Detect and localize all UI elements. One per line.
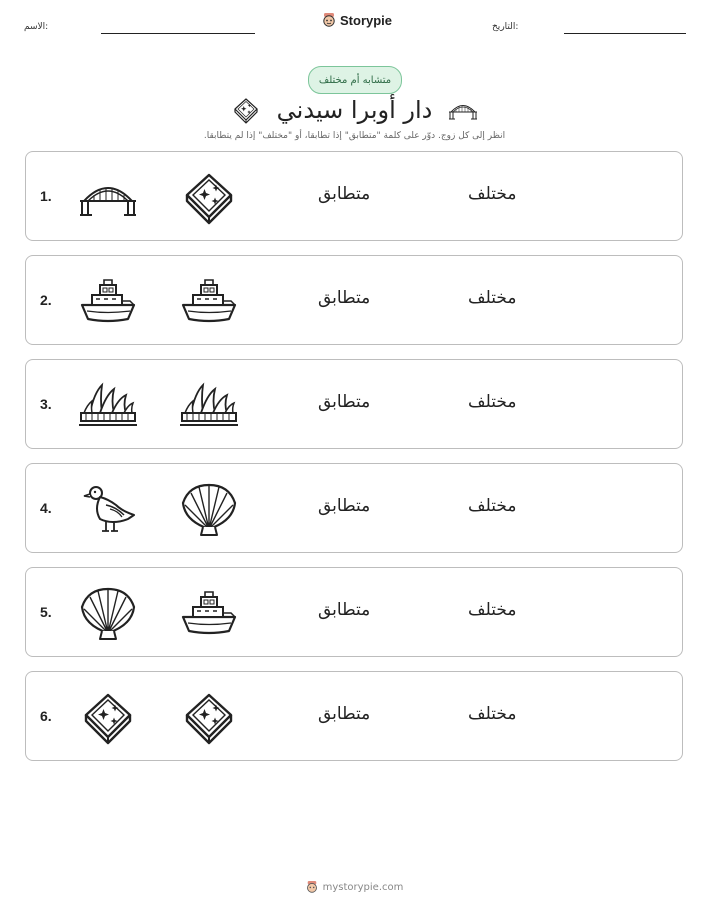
ferry-boat-icon (179, 583, 239, 643)
question-number: 6. (40, 708, 52, 724)
question-card-1 (25, 151, 683, 241)
storypie-mascot-icon (322, 12, 336, 28)
opera-house-icon (179, 375, 239, 435)
name-line[interactable] (101, 33, 255, 34)
title-row (0, 92, 709, 128)
lamington-cake-icon (229, 95, 263, 125)
name-label: الاسم: (24, 22, 49, 32)
option-different[interactable]: مختلف (468, 600, 517, 620)
option-different[interactable]: مختلف (468, 496, 517, 516)
option-different[interactable]: مختلف (468, 184, 517, 204)
date-line[interactable] (564, 33, 686, 34)
question-number: 3. (40, 396, 52, 412)
lamington-cake-icon (179, 167, 239, 227)
worksheet-type-badge: متشابه أم مختلف (308, 66, 402, 94)
option-same[interactable]: متطابق (318, 288, 371, 308)
instructions: انظر إلى كل زوج. دوّر على كلمة "متطابق" إذا تطابقا، أو "مختلف" إذا لم يتطابقا. (203, 131, 506, 141)
worksheet-header (0, 0, 709, 60)
page-title: دار أوبرا سيدني (276, 96, 433, 124)
seashell-icon (78, 583, 138, 643)
date-label: التاريخ: (492, 22, 519, 32)
question-card-3 (25, 359, 683, 449)
question-number: 4. (40, 500, 52, 516)
option-different[interactable]: مختلف (468, 704, 517, 724)
ferry-boat-icon (78, 271, 138, 331)
storypie-mascot-icon (306, 880, 318, 894)
option-same[interactable]: متطابق (318, 704, 371, 724)
question-card-2 (25, 255, 683, 345)
footer (0, 880, 709, 894)
opera-house-icon (78, 375, 138, 435)
question-number: 1. (40, 188, 52, 204)
question-number: 5. (40, 604, 52, 620)
option-different[interactable]: مختلف (468, 392, 517, 412)
seashell-icon (179, 479, 239, 539)
option-same[interactable]: متطابق (318, 496, 371, 516)
option-same[interactable]: متطابق (318, 600, 371, 620)
harbour-bridge-icon (446, 95, 480, 125)
option-same[interactable]: متطابق (318, 184, 371, 204)
storypie-logo (322, 12, 392, 28)
footer-url[interactable]: mystorypie.com (322, 881, 404, 893)
question-card-4 (25, 463, 683, 553)
question-card-6 (25, 671, 683, 761)
option-different[interactable]: مختلف (468, 288, 517, 308)
lamington-cake-icon (78, 687, 138, 747)
question-number: 2. (40, 292, 52, 308)
lamington-cake-icon (179, 687, 239, 747)
harbour-bridge-icon (78, 167, 138, 227)
option-same[interactable]: متطابق (318, 392, 371, 412)
brand-name: Storypie (340, 12, 393, 28)
question-card-5 (25, 567, 683, 657)
ferry-boat-icon (179, 271, 239, 331)
seagull-icon (78, 479, 138, 539)
